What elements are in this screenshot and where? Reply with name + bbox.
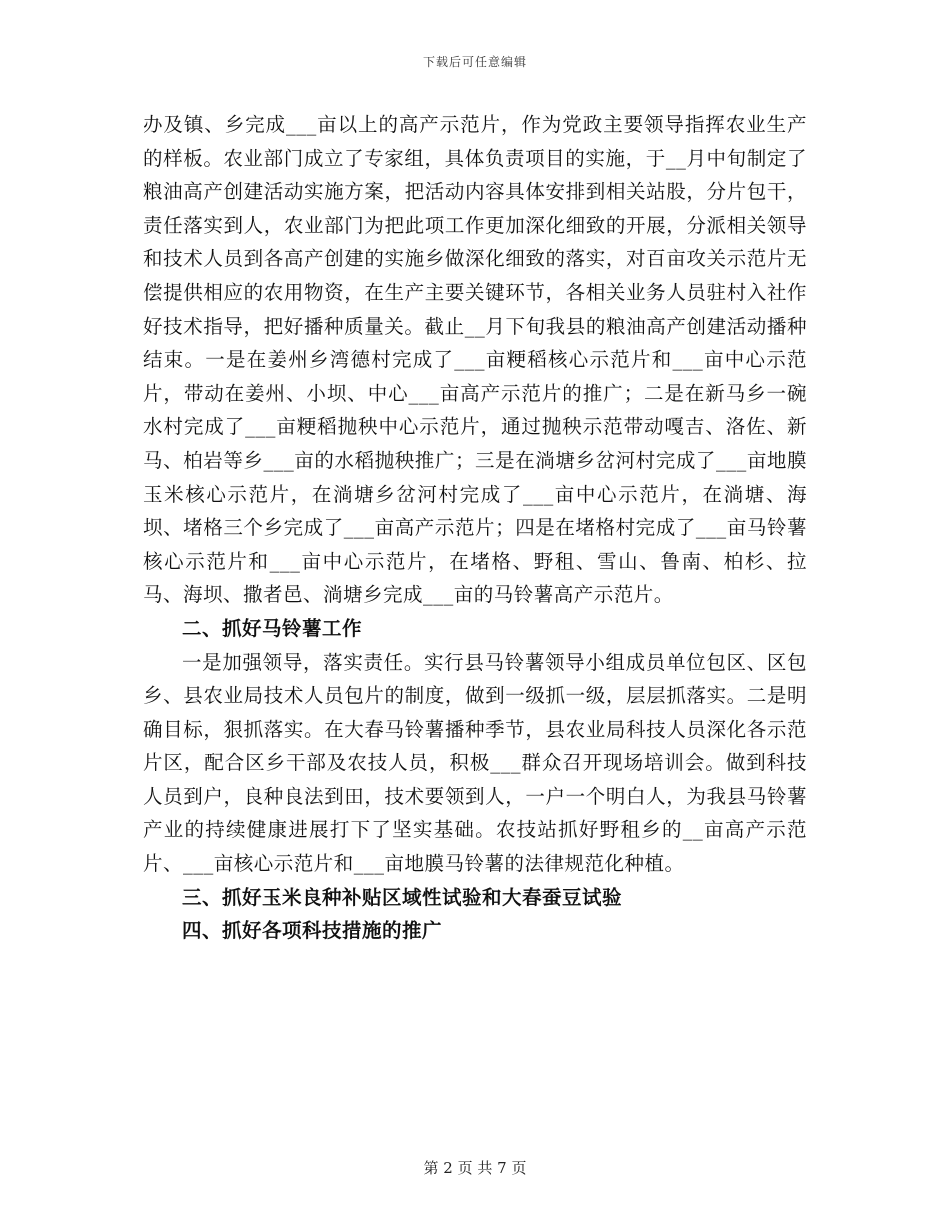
section-heading-3: 三、抓好玉米良种补贴区域性试验和大春蚕豆试验 — [182, 885, 623, 909]
section-heading-2: 二、抓好马铃薯工作 — [182, 616, 363, 640]
document-body — [143, 108, 807, 948]
paragraph-continued: 办及镇、乡完成___亩以上的高产示范片，作为党政主要领导指挥农业生产的样板。农业部门成立了专家组，具体负责项目的实施，于__月中旬制定了粮油高产创建活动实施方案，把活动内容具体安排到相关站股，分片包干，责任落实到人，农业部门为把此项工作更加深化细致的开展，分派相关领导和技术人员到各高产创建的实施乡做深化细致的落实，对百亩攻关示范片无偿提供相应的农用物资，在生产主要关键环节，各相关业务人员驻村入社作好技术指导，把好播种质量关。截止__月下旬我县的粮油高产创建活动播种结束。一是在姜州乡湾德村完成了___亩粳稻核心示范片和___亩中心示范片，带动在姜州、小坝、中心___亩高产示范片的推广；二是在新马乡一碗水村完成了___亩粳稻抛秧中心示范片，通过抛秧示范带动嘎吉、洛佐、新马、柏岩等乡___亩的水稻抛秧推广；三是在淌塘乡岔河村完成了___亩地膜玉米核心示范片，在淌塘乡岔河村完成了___亩中心示范片，在淌塘、海坝、堵格三个乡完成了___亩高产示范片；四是在堵格村完成了___亩马铃薯核心示范片和___亩中心示范片，在堵格、野租、雪山、鲁南、柏杉、拉马、海坝、撒者邑、淌塘乡完成___亩的马铃薯高产示范片。 — [143, 113, 807, 607]
header-note: 下载后可任意编辑 — [422, 55, 527, 69]
section-heading-4: 四、抓好各项科技措施的推广 — [182, 919, 443, 943]
paragraph-potato-work: 一是加强领导，落实责任。实行县马铃薯领导小组成员单位包区、区包乡、县农业局技术人员包片的制度，做到一级抓一级，层层抓落实。二是明确目标，狠抓落实。在大春马铃薯播种季节，县农业局科技人员深化各示范片区，配合区乡干部及农技人员，积极___群众召开现场培训会。做到科技人员到户，良种良法到田，技术要领到人，一户一个明白人，为我县马铃薯产业的持续健康进展打下了坚实基础。农技站抓好野租乡的__亩高产示范片、___亩核心示范片和___亩地膜马铃薯的法律规范化种植。 — [143, 650, 807, 876]
page-number: 第 2 页 共 7 页 — [423, 1159, 527, 1177]
